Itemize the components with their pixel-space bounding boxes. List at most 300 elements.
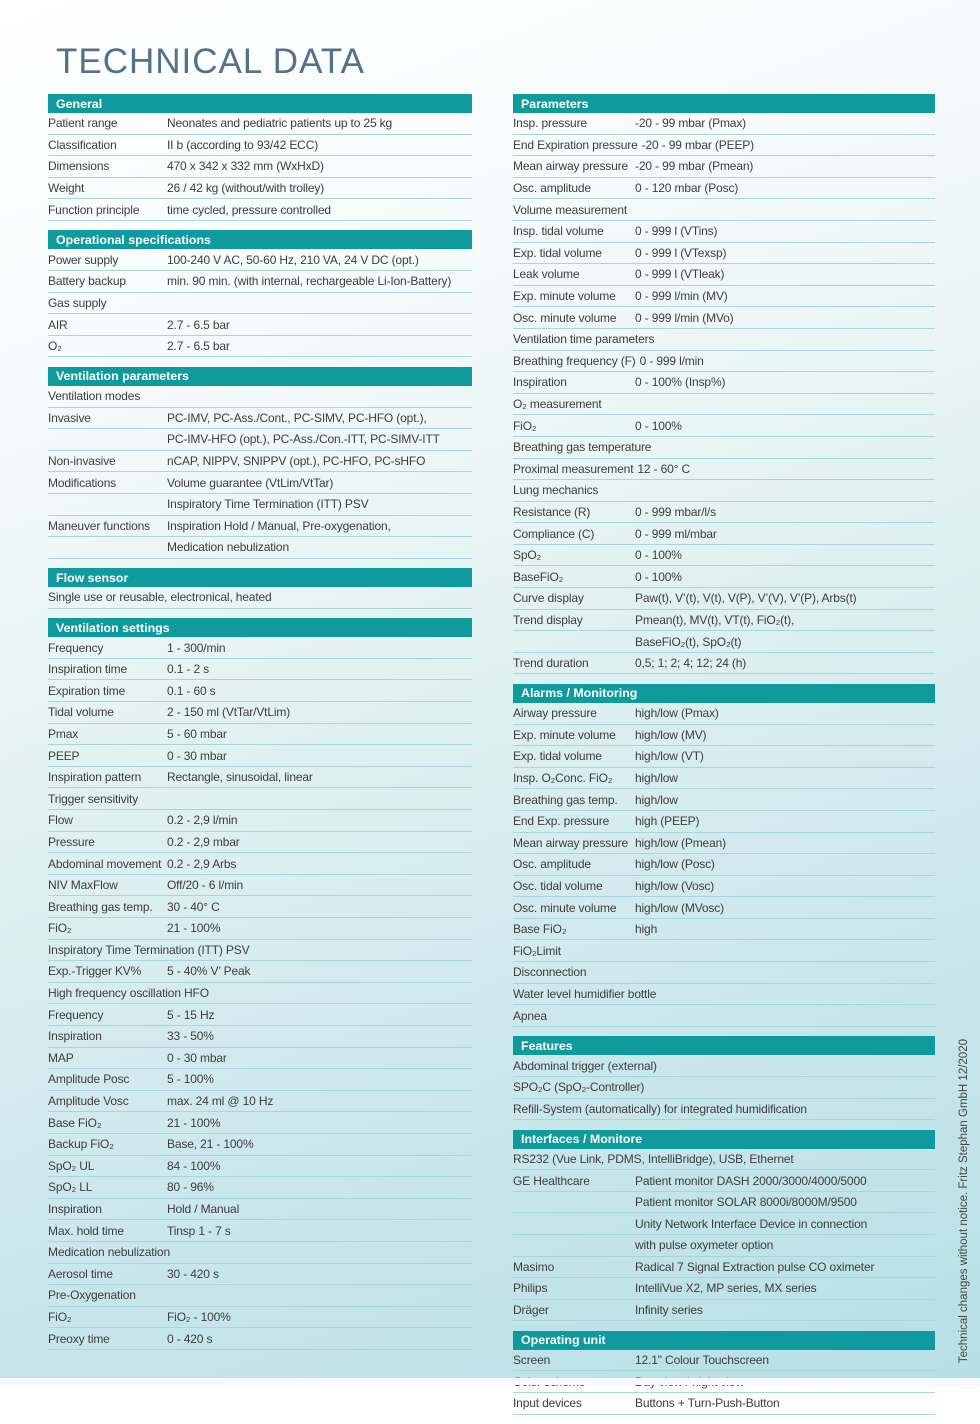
row-label: Insp. pressure (513, 116, 587, 131)
table-row (513, 1077, 935, 1099)
table-row (513, 221, 935, 243)
table-row (48, 875, 472, 897)
row-label: Single use or reusable, electronical, heated (48, 590, 272, 605)
table-row (513, 631, 935, 653)
table-row (513, 1099, 935, 1121)
row-label: Compliance (C) (513, 526, 595, 541)
section-header: Ventilation parameters (48, 367, 472, 386)
row-label: FiO₂ (48, 921, 72, 936)
table-row (48, 940, 472, 962)
table-row (48, 1134, 472, 1156)
row-value: Medication nebulization (167, 540, 289, 555)
page-bottom-strip (0, 1378, 980, 1385)
row-label: Backup FiO₂ (48, 1137, 114, 1152)
row-value: II b (according to 93/42 ECC) (167, 137, 319, 152)
table-row (513, 897, 935, 919)
table-row (513, 854, 935, 876)
table-row (513, 415, 935, 437)
right-column (513, 94, 935, 1424)
section-features (513, 1036, 935, 1120)
row-value: BaseFiO₂(t), SpO₂(t) (635, 634, 742, 649)
row-label: Dimensions (48, 159, 110, 174)
table-row (513, 703, 935, 725)
row-value: 26 / 42 kg (without/with trolley) (167, 181, 325, 196)
row-label: Apnea (513, 1008, 547, 1023)
row-label: High frequency oscillation HFO (48, 986, 209, 1001)
row-label: O₂ measurement (513, 397, 602, 412)
table-row (48, 637, 472, 659)
row-value: max. 24 ml @ 10 Hz (167, 1094, 274, 1109)
row-label: Breathing frequency (F) (513, 353, 636, 368)
table-row (513, 199, 935, 221)
table-row (513, 1257, 935, 1279)
row-value: high (PEEP) (635, 814, 700, 829)
left-column (48, 94, 472, 1359)
row-value: high/low (Posc) (635, 857, 715, 872)
row-label: Screen (513, 1353, 551, 1368)
section-ventilation-settings (48, 618, 472, 1350)
row-label: Amplitude Posc (48, 1072, 130, 1087)
row-value: Tinsp 1 - 7 s (167, 1223, 231, 1238)
row-label: Osc. minute volume (513, 900, 617, 915)
table-row (48, 516, 472, 538)
row-value: 5 - 60 mbar (167, 726, 227, 741)
row-value: high/low (Pmean) (635, 835, 726, 850)
row-label: Base FiO₂ (513, 922, 567, 937)
row-label: Osc. tidal volume (513, 878, 603, 893)
row-label: Exp.-Trigger KV% (48, 964, 142, 979)
section-header: Operational specifications (48, 230, 472, 249)
table-row (513, 1300, 935, 1322)
row-value: 100-240 V AC, 50-60 Hz, 210 VA, 24 V DC (opt.) (167, 252, 419, 267)
row-value: 0 - 999 l (VTins) (635, 224, 718, 239)
table-row (48, 537, 472, 559)
table-row (48, 983, 472, 1005)
row-value: 0.1 - 60 s (167, 683, 216, 698)
row-label: End Exp. pressure (513, 814, 610, 829)
row-value: 0 - 120 mbar (Posc) (635, 181, 739, 196)
row-value: 0 - 999 l (VTexsp) (635, 245, 727, 260)
row-label: Inspiration (513, 375, 567, 390)
row-value: 12 - 60° C (637, 461, 691, 476)
row-label: Ventilation time parameters (513, 332, 655, 347)
row-label: Dräger (513, 1303, 549, 1318)
table-row (513, 566, 935, 588)
row-value: Patient monitor DASH 2000/3000/4000/5000 (635, 1173, 867, 1188)
row-value: min. 90 min. (with internal, rechargeable Li-Ion-Battery) (167, 274, 452, 289)
table-row (513, 876, 935, 898)
table-row (48, 1264, 472, 1286)
row-label: SpO₂ LL (48, 1180, 93, 1195)
row-label: BaseFiO₂ (513, 569, 564, 584)
row-value: -20 - 99 mbar (Pmean) (635, 159, 754, 174)
row-value: FiO₂ - 100% (167, 1309, 231, 1324)
table-row (48, 1026, 472, 1048)
table-row (513, 811, 935, 833)
table-row (513, 1005, 935, 1027)
row-value: 5 - 15 Hz (167, 1007, 215, 1022)
table-row (513, 480, 935, 502)
row-label: Insp. O₂Conc. FiO₂ (513, 771, 613, 786)
row-value: 5 - 100% (167, 1072, 214, 1087)
row-label: Classification (48, 137, 117, 152)
table-row (513, 940, 935, 962)
table-row (48, 113, 472, 135)
row-label: Breathing gas temp. (48, 899, 153, 914)
section-header: Interfaces / Monitore (513, 1130, 935, 1149)
row-label: Osc. amplitude (513, 857, 591, 872)
row-value: 0 - 100% (635, 569, 682, 584)
table-row (513, 372, 935, 394)
row-label: Frequency (48, 1007, 104, 1022)
table-row (48, 1156, 472, 1178)
row-value: 0 - 999 ml/mbar (635, 526, 717, 541)
row-label: Pmax (48, 726, 79, 741)
row-label: Expiration time (48, 683, 126, 698)
row-label: Battery backup (48, 274, 126, 289)
row-value: IntelliVue X2, MP series, MX series (635, 1281, 817, 1296)
row-value: Infinity series (635, 1303, 703, 1318)
table-row (48, 659, 472, 681)
table-row (48, 451, 472, 473)
section-operating-unit (513, 1331, 935, 1415)
table-row (48, 1242, 472, 1264)
row-value: Hold / Manual (167, 1202, 240, 1217)
table-row (48, 408, 472, 430)
table-row (48, 702, 472, 724)
table-row (48, 832, 472, 854)
page-title: TECHNICAL DATA (56, 42, 365, 81)
table-row (48, 271, 472, 293)
table-row (513, 264, 935, 286)
row-value: 12.1" Colour Touchscreen (635, 1353, 769, 1368)
table-row (513, 113, 935, 135)
section-operational-specifications (48, 230, 472, 357)
table-row (513, 919, 935, 941)
row-value: Unity Network Interface Device in connection (635, 1216, 868, 1231)
table-row (48, 680, 472, 702)
row-label: SPO₂C (SpO₂-Controller) (513, 1080, 645, 1095)
section-header: General (48, 94, 472, 113)
row-label: End Expiration pressure (513, 137, 638, 152)
row-value: 80 - 96% (167, 1180, 214, 1195)
row-value: 1 - 300/min (167, 640, 226, 655)
row-label: FiO₂ (513, 418, 537, 433)
row-label: Trend duration (513, 656, 589, 671)
row-label: Trend display (513, 612, 583, 627)
row-label: Patient range (48, 116, 118, 131)
row-value: Base, 21 - 100% (167, 1137, 254, 1152)
table-row (48, 1048, 472, 1070)
table-row (48, 1307, 472, 1329)
table-row (513, 653, 935, 675)
row-value: 33 - 50% (167, 1029, 214, 1044)
row-value: high/low (MV) (635, 727, 707, 742)
section-header: Flow sensor (48, 568, 472, 587)
table-row (48, 249, 472, 271)
row-value: Patient monitor SOLAR 8000i/8000M/9500 (635, 1195, 857, 1210)
row-label: SpO₂ UL (48, 1158, 95, 1173)
row-label: NIV MaxFlow (48, 878, 118, 893)
table-row (48, 293, 472, 315)
table-row (48, 199, 472, 221)
table-row (513, 1192, 935, 1214)
table-row (513, 962, 935, 984)
table-row (513, 833, 935, 855)
row-value: 0 - 999 l/min (MV) (635, 289, 728, 304)
row-label: Philips (513, 1281, 548, 1296)
table-row (513, 243, 935, 265)
table-row (48, 745, 472, 767)
table-row (513, 1350, 935, 1372)
row-value: 21 - 100% (167, 921, 221, 936)
row-value: 30 - 40° C (167, 899, 220, 914)
table-row (513, 610, 935, 632)
table-row (513, 1170, 935, 1192)
section-ventilation-parameters (48, 367, 472, 559)
row-label: Inspiration pattern (48, 770, 142, 785)
row-label: Volume measurement (513, 202, 628, 217)
table-row (48, 156, 472, 178)
table-row (513, 1278, 935, 1300)
row-value: 2.7 - 6.5 bar (167, 339, 230, 354)
row-value: 84 - 100% (167, 1158, 221, 1173)
row-label: Pre-Oxygenation (48, 1288, 136, 1303)
row-label: Masimo (513, 1259, 555, 1274)
row-value: 470 x 342 x 332 mm (WxHxD) (167, 159, 324, 174)
row-label: RS232 (Vue Link, PDMS, IntelliBridge), USB, Ethernet (513, 1151, 794, 1166)
table-row (48, 1091, 472, 1113)
row-value: high/low (VT) (635, 749, 704, 764)
row-label: Exp. minute volume (513, 289, 616, 304)
row-label: Power supply (48, 252, 119, 267)
row-label: GE Healthcare (513, 1173, 590, 1188)
row-label: SpO₂ (513, 548, 542, 563)
table-row (513, 588, 935, 610)
row-label: Maneuver functions (48, 518, 151, 533)
table-row (513, 178, 935, 200)
table-row (513, 156, 935, 178)
table-row (48, 961, 472, 983)
row-label: Frequency (48, 640, 104, 655)
row-label: Inspiratory Time Termination (ITT) PSV (48, 942, 250, 957)
table-row (48, 336, 472, 358)
table-row (513, 725, 935, 747)
row-label: Disconnection (513, 965, 587, 980)
table-row (48, 918, 472, 940)
row-label: Airway pressure (513, 706, 597, 721)
table-row (513, 1055, 935, 1077)
row-label: Insp. tidal volume (513, 224, 604, 239)
table-row (513, 459, 935, 481)
table-row (513, 768, 935, 790)
table-row (48, 472, 472, 494)
table-row (48, 1328, 472, 1350)
row-label: O₂ (48, 339, 62, 354)
table-row (513, 789, 935, 811)
row-label: Resistance (R) (513, 504, 591, 519)
table-row (48, 810, 472, 832)
section-parameters (513, 94, 935, 674)
table-row (48, 1177, 472, 1199)
row-value: time cycled, pressure controlled (167, 202, 331, 217)
row-label: Exp. minute volume (513, 727, 616, 742)
row-label: Inspiration (48, 1029, 102, 1044)
row-value: 0 - 30 mbar (167, 1050, 227, 1065)
row-label: Inspiration time (48, 662, 127, 677)
row-label: Osc. amplitude (513, 181, 591, 196)
table-row (48, 386, 472, 408)
row-value: Buttons + Turn-Push-Button (635, 1396, 780, 1411)
row-label: Pressure (48, 834, 95, 849)
row-label: Abdominal movement (48, 856, 162, 871)
row-label: Gas supply (48, 295, 107, 310)
side-note: Technical changes without notice. Fritz Stephan GmbH 12/2020 (958, 1038, 970, 1363)
row-label: Amplitude Vosc (48, 1094, 129, 1109)
row-value: Off/20 - 6 l/min (167, 878, 244, 893)
section-header: Ventilation settings (48, 618, 472, 637)
table-row (48, 788, 472, 810)
row-value: 0 - 999 mbar/l/s (635, 504, 716, 519)
row-label: Tidal volume (48, 705, 114, 720)
table-row (48, 767, 472, 789)
table-row (513, 1213, 935, 1235)
section-header: Alarms / Monitoring (513, 684, 935, 703)
row-value: 0.2 - 2,9 mbar (167, 834, 240, 849)
row-value: 0.2 - 2,9 l/min (167, 813, 238, 828)
row-value: 0 - 100% (Insp%) (635, 375, 726, 390)
row-value: 2 - 150 ml (VtTar/VtLim) (167, 705, 291, 720)
row-label: Osc. minute volume (513, 310, 617, 325)
row-value: 0 - 999 l/min (MVo) (635, 310, 734, 325)
table-row (48, 1112, 472, 1134)
row-label: Base FiO₂ (48, 1115, 102, 1130)
row-value: 0 - 999 l/min (639, 353, 704, 368)
table-row (48, 494, 472, 516)
row-label: PEEP (48, 748, 80, 763)
table-row (513, 1149, 935, 1171)
row-value: 0 - 30 mbar (167, 748, 227, 763)
row-value: Neonates and pediatric patients up to 25 kg (167, 116, 393, 131)
section-alarms-monitoring (513, 684, 935, 1027)
table-row (48, 853, 472, 875)
row-label: Modifications (48, 475, 117, 490)
row-value: 30 - 420 s (167, 1266, 219, 1281)
row-value: PC-IMV-HFO (opt.), PC-Ass./Con.-ITT, PC-SIMV-ITT (167, 432, 440, 447)
row-label: Abdominal trigger (external) (513, 1058, 657, 1073)
row-value: -20 - 99 mbar (Pmax) (635, 116, 747, 131)
row-value: high/low (635, 771, 678, 786)
row-label: Medication nebulization (48, 1245, 170, 1260)
table-row (48, 1199, 472, 1221)
table-row (513, 502, 935, 524)
table-row (513, 1235, 935, 1257)
table-row (48, 724, 472, 746)
row-value: -20 - 99 mbar (PEEP) (641, 137, 754, 152)
row-label: Exp. tidal volume (513, 245, 602, 260)
row-value: 0 - 100% (635, 418, 682, 433)
section-header: Features (513, 1036, 935, 1055)
row-label: AIR (48, 317, 68, 332)
row-label: Aerosol time (48, 1266, 113, 1281)
row-label: Non-invasive (48, 454, 116, 469)
row-value: 21 - 100% (167, 1115, 221, 1130)
row-value: with pulse oxymeter option (635, 1238, 774, 1253)
table-row (48, 429, 472, 451)
row-label: Ventilation modes (48, 389, 141, 404)
row-label: FiO₂ (48, 1309, 72, 1324)
table-row (513, 746, 935, 768)
row-value: PC-IMV, PC-Ass./Cont., PC-SIMV, PC-HFO (opt.), (167, 410, 427, 425)
table-row (48, 896, 472, 918)
row-label: Refill-System (automatically) for integrated humidification (513, 1101, 807, 1116)
row-label: Leak volume (513, 267, 580, 282)
row-value: Inspiration Hold / Manual, Pre-oxygenation, (167, 518, 391, 533)
row-value: high/low (635, 792, 678, 807)
table-row (513, 351, 935, 373)
table-row (513, 523, 935, 545)
row-label: Water level humidifier bottle (513, 986, 657, 1001)
section-general (48, 94, 472, 221)
table-row (513, 1393, 935, 1415)
table-row (48, 314, 472, 336)
row-value: 0 - 999 l (VTleak) (635, 267, 725, 282)
row-label: Mean airway pressure (513, 835, 629, 850)
row-value: Volume guarantee (VtLim/VtTar) (167, 475, 334, 490)
row-label: Lung mechanics (513, 483, 599, 498)
table-row (513, 329, 935, 351)
table-row (513, 286, 935, 308)
table-row (513, 984, 935, 1006)
row-label: Trigger sensitivity (48, 791, 139, 806)
row-value: high/low (Pmax) (635, 706, 719, 721)
row-value: 2.7 - 6.5 bar (167, 317, 230, 332)
section-interfaces-monitore (513, 1130, 935, 1322)
row-label: Function principle (48, 202, 140, 217)
table-row (48, 587, 472, 609)
row-label: Proximal measurement (513, 461, 634, 476)
table-row (513, 135, 935, 157)
row-label: Invasive (48, 410, 91, 425)
row-label: Weight (48, 181, 85, 196)
row-value: high/low (Vosc) (635, 878, 715, 893)
row-value: high/low (MVosc) (635, 900, 724, 915)
table-row (48, 1004, 472, 1026)
row-label: Input devices (513, 1396, 582, 1411)
row-label: Exp. tidal volume (513, 749, 602, 764)
row-label: Max. hold time (48, 1223, 124, 1238)
table-row (513, 437, 935, 459)
row-value: Radical 7 Signal Extraction pulse CO oximeter (635, 1259, 875, 1274)
table-row (513, 307, 935, 329)
row-label: Flow (48, 813, 73, 828)
table-row (513, 394, 935, 416)
row-value: nCAP, NIPPV, SNIPPV (opt.), PC-HFO, PC-sHFO (167, 454, 426, 469)
table-row (48, 1220, 472, 1242)
row-value: Rectangle, sinusoidal, linear (167, 770, 313, 785)
section-header: Operating unit (513, 1331, 935, 1350)
row-value: 0.2 - 2,9 Arbs (167, 856, 237, 871)
row-value: high (635, 922, 658, 937)
row-label: Breathing gas temperature (513, 440, 652, 455)
row-label: Breathing gas temp. (513, 792, 618, 807)
row-value: Pmean(t), MV(t), VT(t), FiO₂(t), (635, 612, 795, 627)
section-header: Parameters (513, 94, 935, 113)
row-label: Curve display (513, 591, 584, 606)
row-value: 0 - 100% (635, 548, 682, 563)
row-value: 0.1 - 2 s (167, 662, 210, 677)
table-row (48, 1285, 472, 1307)
